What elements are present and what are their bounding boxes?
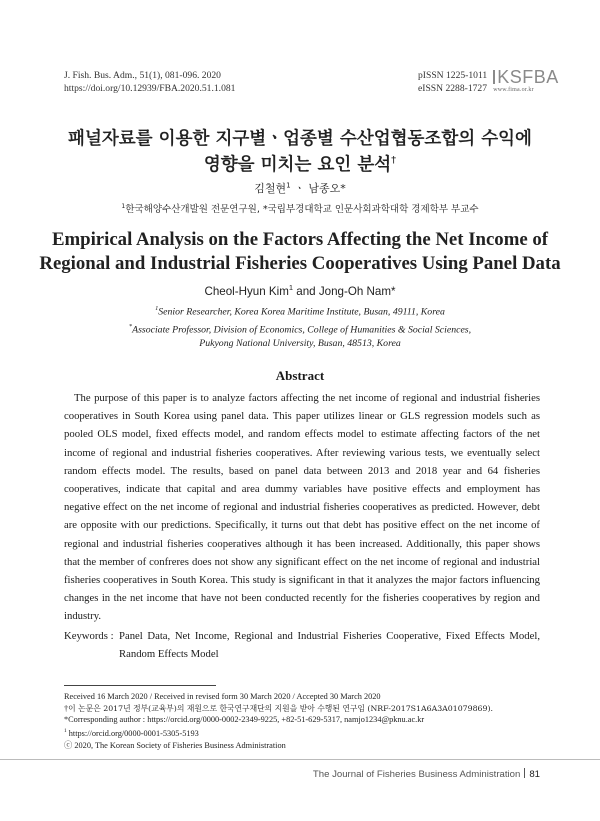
english-title-line2: Regional and Industrial Fisheries Cooperatives Using Panel Data [39, 253, 561, 274]
english-title [30, 228, 570, 276]
copyright: ⓒ 2020, The Korean Society of Fisheries Business Administration [64, 740, 286, 750]
korean-title [30, 128, 570, 176]
english-affiliation-1: Senior Researcher, Korea Korea Maritime Institute, Busan, 49111, Korea [158, 306, 445, 318]
society-logo [493, 68, 559, 94]
english-authors [0, 283, 600, 298]
korean-authors [0, 180, 600, 196]
author-1-sup: 1 [286, 180, 291, 190]
english-author-1: Cheol-Hyun Kim [204, 284, 289, 298]
korean-author-1: 김철현 [254, 182, 287, 195]
english-title-line1: Empirical Analysis on the Factors Affecting the Net Income of [51, 229, 549, 250]
korean-affiliation-text: 한국해양수산개발원 전문연구원, *국립부경대학교 인문사회과학대학 경제학부 부교수 [125, 204, 479, 215]
page-footer [300, 768, 540, 780]
english-author-2: Jong-Oh Nam* [318, 284, 396, 298]
author-and: and [293, 284, 319, 298]
keywords-label: Keywords : [64, 630, 114, 642]
page-number: 81 [529, 769, 540, 780]
abstract-body: The purpose of this paper is to analyze factors affecting the net income of regional and industrial fisheries cooperatives in South Korea using panel data. This paper utilizes linear or GLS regression models such as pooled OLS model, fixed effects model, and random effects model to estimate affecting factors of the net income of regional and industrial fisheries cooperatives. After reviewing various tests, we eventually select random effects model. The results, based on panel data between 2013 and 2018 year and 64 fisheries cooperatives, indicate that capital and area dummy variables have positive effects and employment has negative effect on the net income of regional and industrial fisheries cooperatives as predicted. However, debt are opposite with our predictions. Specifically, it turns out that debt has positive effect on the net income of regional and industrial fisheries cooperatives although it has been increased. Additionally, this paper shows that the member of confreres does not show any significant effect on the net income of regional and industrial fisheries cooperatives in South Korea. This study is significant in that it analyzes the major factors influencing changes in the net income that have not been conducted recently for the fisheries cooperatives by region and industry. [64, 392, 540, 623]
received-dates: Received 16 March 2020 / Received in revised form 30 March 2020 / Accepted 30 March 2020 [64, 692, 381, 701]
affil2-sup: * [128, 322, 133, 330]
affil-sup: 1 [121, 202, 126, 210]
affil1-sup: 1 [155, 305, 159, 312]
orcid-sup: 1 [64, 728, 67, 735]
logo-url: www.fima.or.kr [493, 87, 534, 93]
korean-affiliation [0, 201, 600, 215]
korean-title-line2: 영향을 미치는 요인 분석 [203, 154, 392, 175]
footer-divider [0, 759, 600, 760]
footer-journal-name: The Journal of Fisheries Business Administration [312, 769, 521, 780]
doi-link[interactable]: https://doi.org/10.12939/FBA.2020.51.1.081 [64, 83, 236, 94]
abstract-heading: Abstract [275, 368, 325, 383]
footnotes [64, 691, 544, 751]
english-affiliation-3: Pukyong National University, Busan, 48513, Korea [199, 338, 401, 350]
korean-author-2: 남종오* [308, 182, 346, 195]
author-separator: ㆍ [290, 182, 309, 195]
citation-block [64, 69, 235, 95]
english-affiliation-2: Associate Professor, Division of Economics, College of Humanities & Social Sciences, [132, 323, 472, 335]
footnote-divider [64, 685, 216, 686]
footer-separator [524, 768, 525, 778]
eissn: eISSN 2288-1727 [418, 83, 488, 94]
issn-block [418, 69, 559, 95]
corresponding-author: *Corresponding author : https://orcid.org/0000-0002-2349-9225, +82-51-629-5317, namjo1234@pknu.ac.kr [64, 715, 425, 725]
funding-mark: † [391, 155, 397, 166]
keywords-text: Panel Data, Net Income, Regional and Industrial Fisheries Cooperative, Fixed Effects Model, Random Effects Model [119, 630, 540, 660]
funding-footnote-mark: † [64, 703, 69, 713]
funding-note: 이 논문은 2017년 정부(교육부)의 재원으로 한국연구재단의 지원을 받아 수행된 연구임 (NRF-2017S1A6A3A01079869). [68, 703, 494, 713]
logo-text: KSFBA [497, 67, 559, 87]
korean-title-line1: 패널자료를 이용한 지구별ㆍ업종별 수산업협동조합의 수익에 [68, 129, 532, 149]
journal-reference: J. Fish. Bus. Adm., 51(1), 081-096. 2020 [64, 70, 221, 81]
pissn: pISSN 1225-1011 [418, 70, 488, 81]
english-affiliation [0, 302, 600, 351]
english-author-1-sup: 1 [288, 283, 294, 292]
orcid-link[interactable]: https://orcid.org/0000-0001-5305-5193 [68, 728, 199, 738]
